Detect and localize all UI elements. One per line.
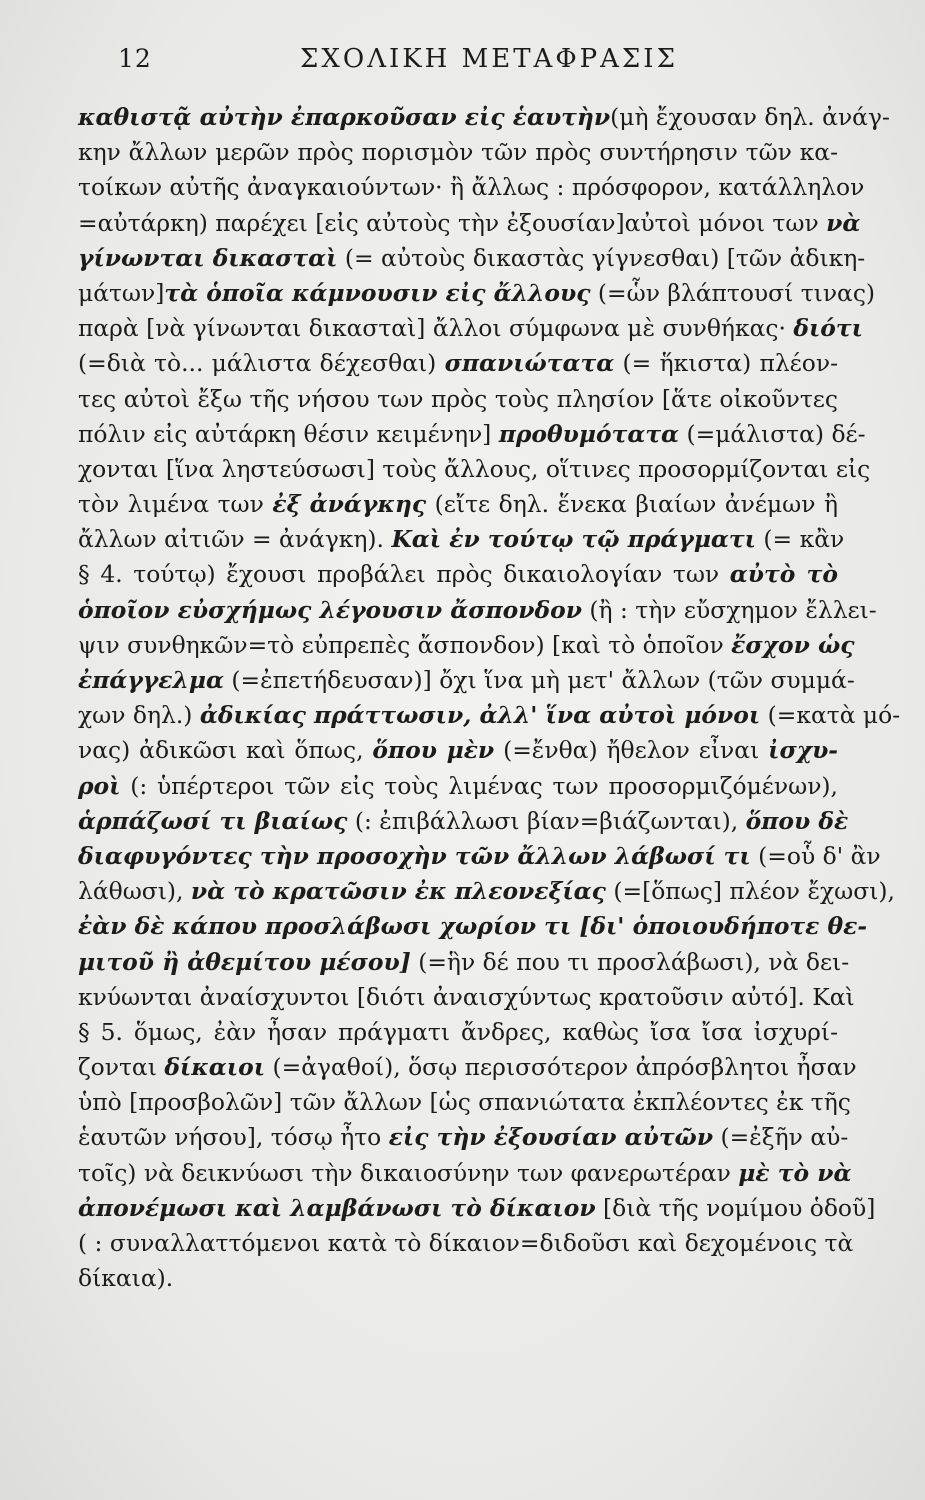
emphasized-text: ἰσχυ- <box>768 736 839 765</box>
text-line <box>78 452 871 487</box>
text-segment: (εἴτε δηλ. ἕνεκα βιαίων ἀνέμων ἢ <box>426 490 838 519</box>
text-segment: (=οὗ δ' ἂν <box>750 841 881 870</box>
text-line <box>78 1226 854 1261</box>
text-line <box>78 1191 876 1226</box>
text-segment: =αὐτάρκη) παρέχει [εἰς αὐτοὺς τὴν ἐξουσίαν]αὐτοὶ μόνοι των <box>78 208 827 237</box>
text-segment: ἄλλων αἰτιῶν = ἀνάγκη). <box>78 525 392 554</box>
emphasized-text: ὅπου μὲν <box>372 736 495 765</box>
text-segment: λάθωσι), <box>78 877 191 906</box>
emphasized-text: σπανιώτατα <box>444 349 615 378</box>
text-segment: ὑπὸ [προσβολῶν] τῶν ἄλλων [ὡς σπανιώτατα ἐκπλέοντες ἐκ τῆς <box>78 1088 851 1117</box>
text-line <box>78 1015 838 1050</box>
emphasized-text: αὐτὸ τὸ <box>729 560 838 589</box>
emphasized-text: μιτοῦ ἢ ἀθεμίτου μέσου] <box>78 947 411 976</box>
text-segment: (: ἐπιβάλλωσι βίαν=βιάζωνται), <box>347 806 746 835</box>
text-line <box>78 170 865 205</box>
text-segment: (= αὐτοὺς δικαστὰς γίγνεσθαι) [τῶν ἀδικη- <box>337 243 866 272</box>
text-segment: (=ὧν βλάπτουσί τινας) <box>590 278 876 307</box>
text-line <box>78 557 838 592</box>
text-segment: (=ἀγαθοί), ὅσῳ περισσότερον ἀπρόσβλητοι ἦσαν <box>265 1053 857 1082</box>
emphasized-text: νὰ τὸ κρατῶσιν ἐκ πλεονεξίας <box>190 877 606 906</box>
text-line <box>78 980 855 1015</box>
emphasized-text: ἁρπάζωσί τι βιαίως <box>78 806 348 835</box>
emphasized-text: διότι <box>793 314 863 343</box>
emphasized-text: προθυμότατα <box>498 419 680 448</box>
text-segment: [διὰ τῆς νομίμου ὁδοῦ] <box>595 1193 876 1222</box>
text-line <box>78 522 845 557</box>
text-line <box>78 311 863 346</box>
text-line <box>78 1261 838 1296</box>
text-segment: νας) ἀδικῶσι καὶ ὅπως, <box>78 736 373 765</box>
text-segment: ἑαυτῶν νήσου], τόσῳ ἦτο <box>78 1123 389 1152</box>
text-line <box>78 593 877 628</box>
text-line <box>78 663 855 698</box>
text-line <box>78 874 895 909</box>
emphasized-text: ἀδικίας πράττωσιν, ἀλλ' ἵνα αὐτοὶ μόνοι <box>199 701 761 730</box>
text-line <box>78 698 901 733</box>
text-line <box>78 206 861 241</box>
emphasized-text: καθιστᾷ αὐτὴν ἐπαρκοῦσαν εἰς ἑαυτὴν <box>78 103 611 131</box>
text-segment: τοῖς) νὰ δεικνύωσι τὴν δικαιοσύνην των φανερωτέραν <box>78 1158 739 1187</box>
page-number: 12 <box>118 44 152 73</box>
emphasized-text: ἀπονέμωσι καὶ λαμβάνωσι τὸ δίκαιον <box>78 1193 596 1222</box>
text-line <box>78 804 849 839</box>
body-text <box>78 100 901 1296</box>
text-segment: (=μάλιστα) δέ- <box>679 419 866 448</box>
text-segment: (ἢ : τὴν εὔσχημον ἔλλει- <box>581 595 877 624</box>
text-segment: χονται [ἵνα ληστεύσωσι] τοὺς ἄλλους, οἵτινες προσορμίζονται εἰς <box>78 454 871 483</box>
text-segment: (=διὰ τὸ... μάλιστα δέχεσθαι) <box>78 349 445 378</box>
text-segment: (= κἂν <box>756 525 845 554</box>
emphasized-text: ὁποῖον εὐσχήμως λέγουσιν ἄσπονδον <box>78 595 582 624</box>
text-line <box>78 135 838 170</box>
text-segment: ( : συναλλαττόμενοι κατὰ τὸ δίκαιον=διδοῦσι καὶ δεχομένοις τὰ <box>78 1229 854 1257</box>
text-line <box>78 839 881 874</box>
text-line <box>78 909 868 944</box>
text-segment: τὸν λιμένα των <box>78 490 273 519</box>
text-line <box>78 628 855 663</box>
text-line <box>78 100 890 135</box>
text-segment: (μὴ ἔχουσαν δηλ. ἀνάγ- <box>610 103 890 131</box>
emphasized-text: ἐξ ἀνάγκης <box>272 490 427 519</box>
emphasized-text: ἐπάγγελμα <box>78 666 224 694</box>
text-segment: τοίκων αὐτῆς ἀναγκαιούντων· ἢ ἄλλως : πρόσφορον, κατάλληλον <box>78 173 865 202</box>
emphasized-text: νὰ <box>826 208 861 237</box>
text-segment: πόλιν εἰς αὐτάρκη θέσιν κειμένην] <box>78 419 499 448</box>
text-segment: κνύωνται ἀναίσχυντοι [διότι ἀναισχύντως κρατοῦσιν αὐτό]. Καὶ <box>78 982 855 1011</box>
emphasized-text: ροὶ <box>78 771 121 800</box>
emphasized-text: δίκαιοι <box>164 1053 266 1082</box>
text-line <box>78 1085 851 1120</box>
text-segment: § 4. τούτῳ) ἔχουσι προβάλει πρὸς δικαιολογίαν των <box>78 560 730 589</box>
text-line <box>78 382 838 417</box>
running-title: ΣΧΟΛΙΚΗ ΜΕΤΑΦΡΑΣΙΣ <box>300 44 678 74</box>
page-header <box>0 44 925 84</box>
text-line <box>78 417 866 452</box>
text-segment: (=ἐπετήδευσαν)] ὄχι ἵνα μὴ μετ' ἄλλων (τῶν συμμά- <box>223 666 855 694</box>
emphasized-text: γίνωνται δικασταὶ <box>78 243 338 272</box>
text-segment: δίκαια). <box>78 1264 174 1293</box>
text-segment: (=[ὅπως] πλέον ἔχωσι), <box>605 877 895 906</box>
text-segment: (=κατὰ μό- <box>760 701 901 730</box>
text-line <box>78 945 850 980</box>
text-segment: § 5. ὅμως, ἐὰν ἦσαν πράγματι ἄνδρες, καθὼς ἴσα ἴσα ἰσχυρί- <box>78 1017 838 1046</box>
text-segment: χων δηλ.) <box>78 701 200 730</box>
emphasized-text: ἐὰν δὲ κάπου προσλάβωσι χωρίον τι [δι' ὁποιουδήποτε θε- <box>78 912 868 941</box>
text-line <box>78 769 838 804</box>
text-line <box>78 487 838 522</box>
text-segment: (=ἐξῆν αὐ- <box>713 1123 849 1152</box>
text-line <box>78 1156 852 1191</box>
emphasized-text: ἔσχον ὡς <box>731 630 855 659</box>
text-segment: τες αὐτοὶ ἔξω τῆς νήσου των πρὸς τοὺς πλησίον [ἅτε οἰκοῦντες <box>78 384 838 413</box>
text-segment: παρὰ [νὰ γίνωνται δικασταὶ] ἄλλοι σύμφωνα μὲ συνθήκας· <box>78 314 794 343</box>
text-segment: κην ἄλλων μερῶν πρὸς πορισμὸν τῶν πρὸς συντήρησιν τῶν κα- <box>78 138 838 167</box>
emphasized-text: τὰ ὁποῖα κάμνουσιν εἰς ἄλλους <box>164 278 591 307</box>
text-segment: (=ἣν δέ που τι προσλάβωσι), νὰ δει- <box>410 947 850 976</box>
text-segment: (: ὑπέρτεροι τῶν εἰς τοὺς λιμένας των προσορμιζόμένων), <box>120 771 838 800</box>
text-line <box>78 241 866 276</box>
emphasized-text: εἰς τὴν ἐξουσίαν αὐτῶν <box>388 1123 714 1152</box>
text-line <box>78 733 838 768</box>
text-line <box>78 1120 849 1155</box>
text-segment: (=ἔνθα) ἤθελον εἶναι <box>494 736 769 765</box>
text-segment: ψιν συνθηκῶν=τὸ εὐπρεπὲς ἄσπονδον) [καὶ τὸ ὁποῖον <box>78 630 732 659</box>
emphasized-text: ὅπου δὲ <box>745 806 849 835</box>
text-line <box>78 1050 857 1085</box>
text-segment: ζονται <box>78 1053 165 1082</box>
emphasized-text: μὲ τὸ νὰ <box>738 1158 852 1187</box>
text-line <box>78 276 876 311</box>
text-segment: μάτων] <box>78 278 165 307</box>
text-segment: (= ἥκιστα) πλέον- <box>614 349 839 378</box>
text-line <box>78 346 838 381</box>
emphasized-text: διαφυγόντες τὴν προσοχὴν τῶν ἄλλων λάβωσί τι <box>78 841 751 870</box>
emphasized-text: Καὶ ἐν τούτῳ τῷ πράγματι <box>391 525 756 554</box>
